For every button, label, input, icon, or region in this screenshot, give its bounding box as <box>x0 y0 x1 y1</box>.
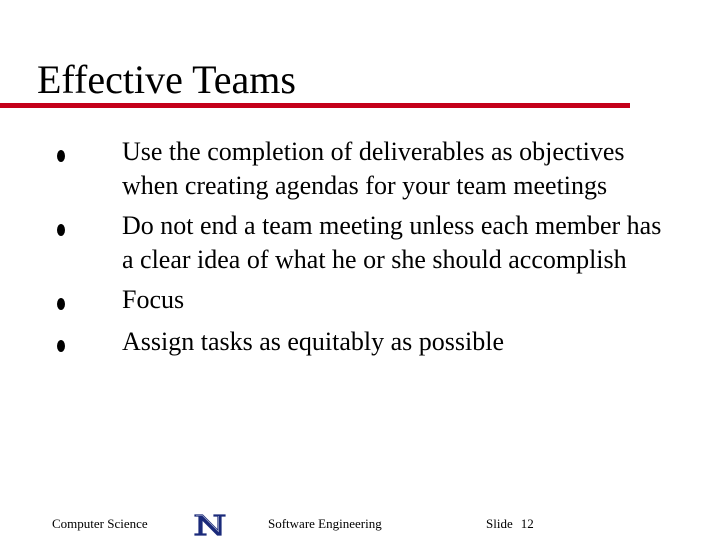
slide-label: Slide <box>486 516 513 531</box>
bullet-item <box>56 209 676 277</box>
bullet-text: Do not end a team meeting unless each member has a clear idea of what he or she should accomplish <box>122 211 662 274</box>
bullet-item <box>56 325 676 359</box>
bullet-item <box>56 135 676 203</box>
footer-slide-indicator <box>486 516 534 532</box>
bullet-text: Use the completion of deliverables as objectives when creating agendas for your team meetings <box>122 137 625 200</box>
bullet-list <box>56 135 676 365</box>
bullet-text: Assign tasks as equitably as possible <box>122 327 505 356</box>
bullet-item <box>56 283 676 317</box>
bullet-icon <box>57 150 65 162</box>
title-underline <box>0 103 630 108</box>
bullet-text: Focus <box>122 285 185 314</box>
bullet-icon <box>57 224 65 236</box>
footer-course: Software Engineering <box>268 516 382 531</box>
bullet-icon <box>57 298 65 310</box>
footer-department: Computer Science <box>52 516 148 531</box>
slide-number: 12 <box>520 516 534 531</box>
slide-title: Effective Teams <box>37 57 296 102</box>
bullet-icon <box>57 340 65 352</box>
university-n-logo-icon <box>192 512 228 538</box>
